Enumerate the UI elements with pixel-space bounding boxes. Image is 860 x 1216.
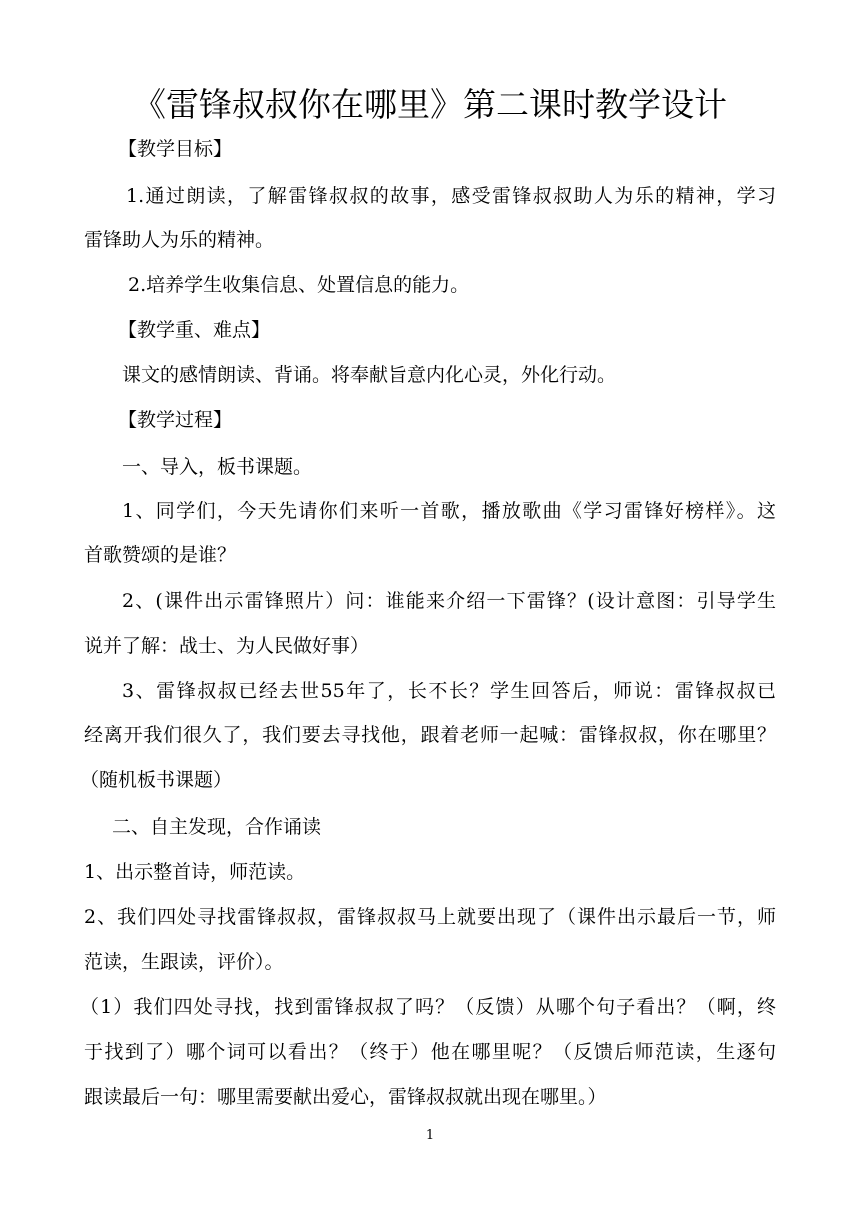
section-heading-objectives: 【教学目标】	[118, 138, 233, 160]
paragraph-line: 2.培养学生收集信息、处置信息的能力。	[128, 274, 470, 296]
paragraph-line: （1）我们四处寻找，找到雷锋叔叔了吗？（反馈）从哪个句子看出？（啊，终	[80, 996, 776, 1018]
paragraph-line: 3、雷锋叔叔已经去世55年了，长不长？学生回答后，师说：雷锋叔叔已	[122, 680, 776, 702]
paragraph-line: 于找到了）哪个词可以看出？（终于）他在哪里呢？（反馈后师范读，生逐句	[84, 1041, 776, 1063]
paragraph-line: 跟读最后一句：哪里需要献出爱心，雷锋叔叔就出现在哪里。）	[84, 1086, 607, 1108]
paragraph-line: 经离开我们很久了，我们要去寻找他，跟着老师一起喊：雷锋叔叔，你在哪里？	[84, 724, 776, 746]
paragraph-line: 首歌赞颂的是谁？	[84, 544, 237, 566]
paragraph-line: 范读，生跟读，评价）。	[84, 951, 284, 973]
paragraph-line: 雷锋助人为乐的精神。	[84, 229, 275, 251]
section-heading-process: 【教学过程】	[118, 409, 233, 431]
paragraph-line: 1、出示整首诗，师范读。	[84, 861, 306, 883]
paragraph-line: 说并了解：战士、为人民做好事）	[84, 635, 370, 657]
paragraph-line: 1、同学们，今天先请你们来听一首歌，播放歌曲《学习雷锋好榜样》。这	[122, 500, 776, 522]
paragraph-line: 2、我们四处寻找雷锋叔叔，雷锋叔叔马上就要出现了（课件出示最后一节，师	[84, 906, 776, 928]
paragraph-line: 2、(课件出示雷锋照片）问：谁能来介绍一下雷锋？(设计意图：引导学生	[122, 590, 776, 612]
step-heading-reading: 二、自主发现，合作诵读	[112, 816, 322, 838]
paragraph-line: 1.通过朗读，了解雷锋叔叔的故事，感受雷锋叔叔助人为乐的精神，学习	[126, 185, 776, 207]
step-heading-introduction: 一、导入，板书课题。	[122, 456, 313, 478]
document-title: 《雷锋叔叔你在哪里》第二课时教学设计	[133, 85, 727, 124]
page-number: 1	[425, 1128, 435, 1143]
paragraph-line: （随机板书课题）	[80, 769, 233, 791]
section-heading-key-points: 【教学重、难点】	[118, 319, 271, 341]
paragraph-line: 课文的感情朗读、背诵。将奉献旨意内化心灵，外化行动。	[122, 364, 617, 386]
